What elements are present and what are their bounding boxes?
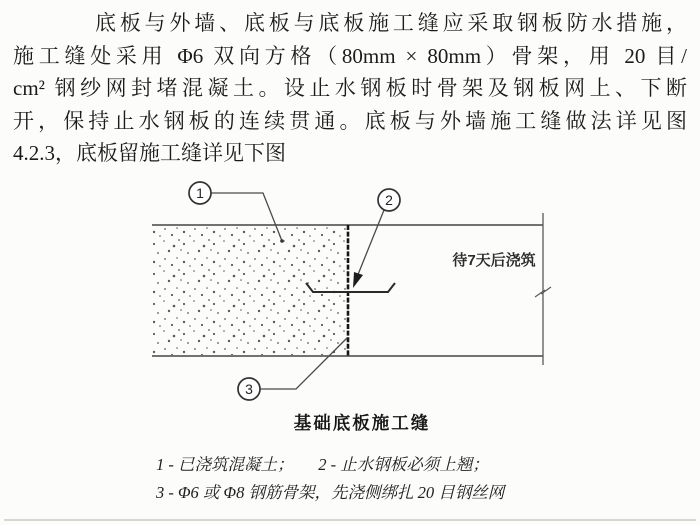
paragraph-line-1: 底板与外墙、底板与底板施工缝应采取钢板防水措施， bbox=[95, 11, 687, 35]
figure-caption: 基础底板施工缝 bbox=[293, 413, 431, 433]
body-paragraph bbox=[13, 7, 687, 170]
construction-joint-diagram bbox=[0, 178, 700, 403]
paragraph-line-2: 施工缝处采用 Φ6 双向方格（80mm × 80mm）骨架，用 20 目/ bbox=[13, 43, 687, 68]
callout-3-number: 3 bbox=[245, 381, 253, 397]
callout-1-number: 1 bbox=[196, 185, 204, 201]
scan-artifact-line bbox=[4, 519, 696, 521]
figure-legend bbox=[156, 451, 504, 506]
callout-2-arrowhead bbox=[353, 272, 363, 288]
legend-line-2: 3 - Φ6 或 Φ8 钢筋骨架，先浇侧绑扎 20 目钢丝网 bbox=[156, 482, 505, 502]
wait-note-label: 待7天后浇筑 bbox=[452, 252, 536, 269]
paragraph-line-4: 开，保持止水钢板的连续贯通。底板与外墙施工缝做法详见图 bbox=[13, 108, 687, 133]
callout-1-end-dot bbox=[280, 239, 284, 243]
callout-2-number: 2 bbox=[385, 192, 393, 208]
poured-concrete-area bbox=[153, 226, 347, 355]
paragraph-line-3: cm² 钢纱网封堵混凝土。设止水钢板时骨架及钢板网上、下断 bbox=[13, 76, 687, 100]
callout-2-leader bbox=[357, 210, 384, 277]
legend-line-1: 1 - 已浇筑混凝土； 2 - 止水钢板必须上翘； bbox=[156, 455, 489, 474]
paragraph-line-5: 4.2.3，底板留施工缝详见下图 bbox=[13, 141, 286, 165]
